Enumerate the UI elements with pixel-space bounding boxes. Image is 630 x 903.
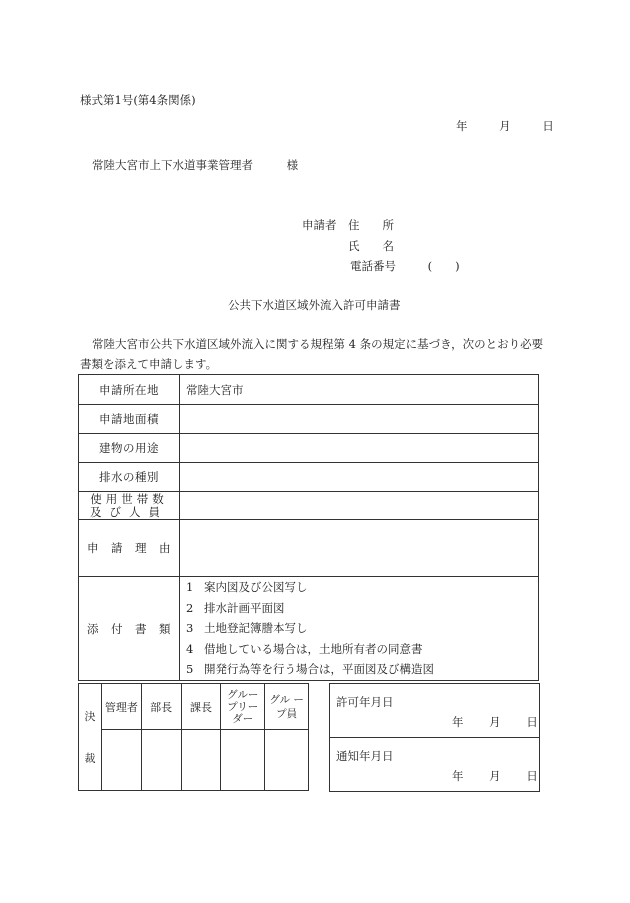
row-label-households-2: 及び人員 (90, 504, 168, 519)
addressee (92, 157, 298, 173)
stamp-cell (265, 730, 309, 791)
intro-line-2: 書類を添えて申請します。 (80, 357, 218, 371)
row-label-area: 申請地面積 (79, 405, 180, 434)
applicant-label: 申請者 (302, 218, 337, 232)
row-label-households (79, 492, 180, 520)
row-label-drainage: 排水の種別 (79, 463, 180, 492)
table-row (79, 375, 539, 405)
table-row (79, 405, 539, 434)
applicant-phone (350, 258, 460, 274)
stamp-cell (141, 730, 181, 791)
row-value-drainage (180, 463, 539, 492)
approval-col-group-leader: グルー プリー ダー (221, 684, 265, 730)
attachments-list (180, 577, 539, 681)
permit-date-ymd (452, 714, 538, 730)
table-row (79, 492, 539, 520)
applicant-phone-label: 電話番号 (350, 259, 396, 273)
approval-col-manager: 管理者 (101, 684, 141, 730)
kessai-char-2: 裁 (84, 752, 96, 765)
row-value-usage (180, 434, 539, 463)
addressee-honorific: 様 (286, 158, 299, 172)
document-title: 公共下水道区域外流入許可申請書 (228, 298, 401, 312)
notice-date-label: 通知年月日 (336, 749, 394, 763)
notice-date-ymd (452, 768, 538, 784)
table-row (79, 463, 539, 492)
approval-col-chief: 課長 (181, 684, 221, 730)
notice-section (330, 738, 539, 791)
list-item: 3 土地登記簿謄本写し (186, 621, 308, 636)
table-row (79, 520, 539, 577)
row-label-usage: 建物の用途 (79, 434, 180, 463)
applicant-name-label: 氏 名 (348, 239, 394, 253)
notice-day: 日 (526, 769, 538, 783)
application-table (78, 374, 539, 681)
list-item: 4 借地している場合は，土地所有者の同意書 (186, 641, 423, 656)
stamp-cell (221, 730, 265, 791)
dates-box (329, 683, 540, 792)
applicant-phone-parens: ( ) (427, 259, 460, 273)
list-item: 1 案内図及び公図写し (186, 580, 308, 595)
permit-year: 年 (452, 715, 464, 729)
row-value-area (180, 405, 539, 434)
permit-month: 月 (489, 715, 501, 729)
list-item: 5 開発行為等を行う場合は，平面図及び構造図 (186, 662, 434, 677)
kessai-char-1: 決 (84, 710, 96, 723)
approval-col-group-member: グル ー プ員 (265, 684, 309, 730)
stamp-cell (181, 730, 221, 791)
date-year: 年 (456, 119, 468, 133)
list-item: 2 排水計画平面図 (186, 600, 285, 615)
intro-line-1: 常陸大宮市公共下水道区域外流入に関する規程第 4 条の規定に基づき，次のとおり必要 (92, 337, 544, 351)
permit-date-label: 許可年月日 (336, 695, 394, 709)
stamp-cell (101, 730, 141, 791)
header-date (456, 118, 554, 134)
row-value-location: 常陸大宮市 (180, 375, 539, 405)
permit-day: 日 (526, 715, 538, 729)
date-day: 日 (542, 119, 554, 133)
table-row (79, 577, 539, 681)
row-label-location: 申請所在地 (79, 375, 180, 405)
table-row (79, 434, 539, 463)
applicant-address-label: 住 所 (348, 218, 394, 232)
row-value-reason (180, 520, 539, 577)
row-label-attachments: 添 付 書 類 (79, 577, 180, 681)
row-label-reason: 申 請 理 由 (79, 520, 180, 577)
form-number: 様式第1号(第4条関係) (80, 93, 196, 107)
approval-table (78, 683, 309, 791)
approval-col-director: 部長 (141, 684, 181, 730)
row-label-households-1: 使用世帯数 (90, 491, 168, 506)
row-value-households (180, 492, 539, 520)
addressee-name: 常陸大宮市上下水道事業管理者 (92, 158, 253, 172)
notice-month: 月 (489, 769, 501, 783)
notice-year: 年 (452, 769, 464, 783)
date-month: 月 (499, 119, 511, 133)
permit-section (330, 684, 539, 738)
kessai-cell (79, 684, 102, 791)
